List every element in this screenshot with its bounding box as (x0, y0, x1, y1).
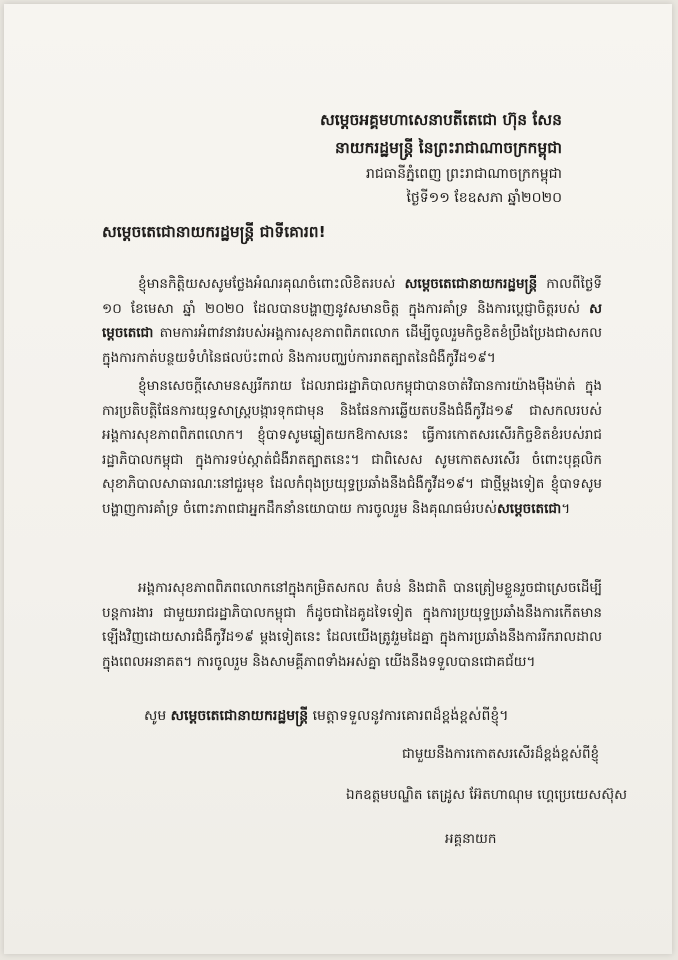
recipient-title: នាយករដ្ឋមន្ត្រី នៃព្រះរាជាណាចក្រកម្ពុជា (335, 139, 562, 157)
p1-text-c: តាមការអំពាវនាវរបស់អង្គការសុខភាពពិភពលោក ដើម្បីចូលរួមកិច្ចខិតខំប្រឹងប្រែងជាសកលក្នុងការកាត់បន្ថយទំហំនៃផលប៉ះពាល់ និងការបញ្ឈប់ការរាតត្បាតនៃជំងឺកូវីដ១៩។ (102, 325, 602, 366)
location: រាជធានីភ្នំពេញ ព្រះរាជាណាចក្រកម្ពុជា (366, 166, 562, 182)
paragraph-1 (102, 272, 602, 370)
closing-bold: សម្តេចតេជោនាយករដ្ឋមន្ត្រី (170, 708, 309, 724)
letter-date: ថ្ងៃទី១១ ខែឧសភា ឆ្នាំ២០២០ (406, 190, 562, 206)
p2-text-a: ខ្ញុំមានសេចក្តីសោមនស្សរីករាយ ដែលរាជរដ្ឋាភិបាលកម្ពុជាបានចាត់វិធានការយ៉ាងម៉ឺងម៉ាត់ ក្នុងការប្រតិបត្តិផែនការយុទ្ធសាស្ត្របង្ការទុកជាមុន និងផែនការឆ្លើយតបនឹងជំងឺកូវីដ១៩ ជាសកលរបស់អង្គការសុខភាពពិភពលោក។ ខ្ញុំបាទសូមឆ្លៀតយកឱកាសនេះ ធ្វើការកោតសរសើរកិច្ចខិតខំរបស់រាជរដ្ឋាភិបាលកម្ពុជា ក្នុងការទប់ស្កាត់ជំងឺរាតត្បាតនេះ។ ជាពិសេស សូមកោតសរសើរ ចំពោះបុគ្គលិកសុខាភិបាលសាធារណៈនៅជួរមុខ ដែលកំពុងប្រយុទ្ធប្រឆាំងនឹងជំងឺកូវីដ១៩។ ជាថ្មីម្តងទៀត ខ្ញុំបាទសូមបង្ហាញការគាំទ្រ ចំពោះភាពជាអ្នកដឹកនាំនយោបាយ ការចូលរួម និងគុណធម៌របស់ (102, 378, 602, 517)
p3-text: អង្គការសុខភាពពិភពលោកនៅក្នុងកម្រិតសកល តំបន់ និងជាតិ បានត្រៀមខ្លួនរួចជាស្រេចដើម្បីបន្តការងារ ជាមួយរាជរដ្ឋាភិបាលកម្ពុជា ក៏ដូចជាដៃគូដទៃទៀត ក្នុងការប្រយុទ្ធប្រឆាំងនឹងការកើតមានឡើងវិញដោយសារជំងឺកូវីដ១៩ ម្តងទៀតនេះ ដែលយើងត្រូវរួមដៃគ្នា ក្នុងការប្រឆាំងនឹងការរីករាលដាលក្នុងពេលអនាគត។ ការចូលរួម និងសាមគ្គីភាពទាំងអស់គ្នា យើងនឹងទទួលបានជោគជ័យ។ (102, 580, 602, 670)
signatory-name: ឯកឧត្តមបណ្ឌិត តេដ្រូស អ៊ែតហាណុម ហ្គេប្រេយេសស៊ុស (346, 787, 627, 803)
closing-text-a: សូម (144, 708, 171, 724)
letter-header (142, 106, 562, 210)
p1-bold-a: សម្តេចតេជោនាយករដ្ឋមន្ត្រី (404, 276, 538, 292)
closing-text-b: មេត្តាទទួលនូវការគោរពដ៏ខ្ពង់ខ្ពស់ពីខ្ញុំ។ (308, 708, 509, 724)
paragraph-2 (102, 374, 602, 521)
p1-bold-b: សម្តេចតេជោ (102, 300, 602, 341)
signatory-title: អគ្គនាយក (445, 831, 497, 847)
salutation: សម្តេចតេជោនាយករដ្ឋមន្ត្រី ជាទីគោរព! (102, 223, 326, 241)
p2-bold-a: សម្តេចតេជោ (496, 500, 562, 517)
paragraph-3 (102, 576, 602, 674)
letter-page (4, 4, 672, 954)
signoff-phrase: ជាមួយនឹងការកោតសរសើរដ៏ខ្ពង់ខ្ពស់ពីខ្ញុំ (402, 746, 600, 762)
p1-text-b: កាលពីថ្ងៃទី ១០ ខែមេសា ឆ្នាំ ២០២០ ដែលបានបង្ហាញនូវសមានចិត្ត ក្នុងការគាំទ្រ និងការប្តេជ្ញាចិត្តរបស់ (102, 276, 602, 317)
closing-line (144, 706, 508, 727)
p2-text-b: ។ (561, 500, 571, 517)
p1-text-a: ខ្ញុំមានកិត្តិយសសូមថ្លែងអំណរគុណចំពោះលិខិតរបស់ (138, 276, 405, 292)
sender-recipient-name: សម្តេចអគ្គមហាសេនាបតីតេជោ ហ៊ុន សែន (319, 111, 562, 129)
